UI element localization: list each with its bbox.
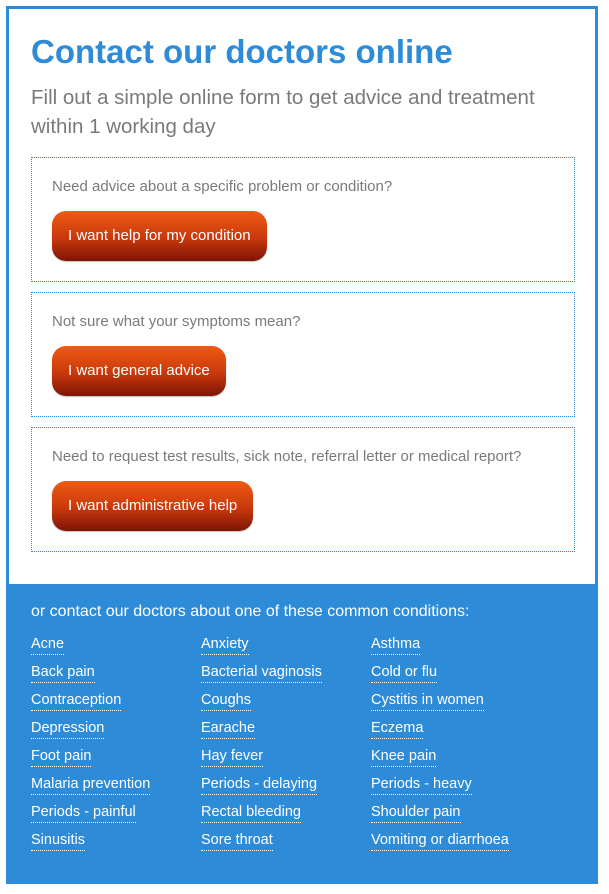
condition-link-earache[interactable]: Earache	[201, 720, 255, 739]
admin-help-button[interactable]: I want administrative help	[52, 481, 253, 531]
condition-link-sore-throat[interactable]: Sore throat	[201, 832, 273, 851]
card-question: Not sure what your symptoms mean?	[52, 313, 301, 330]
condition-link-cystitis-in-women[interactable]: Cystitis in women	[371, 692, 484, 711]
condition-link-back-pain[interactable]: Back pain	[31, 664, 95, 683]
admin-help-card	[31, 427, 575, 552]
condition-link-hay-fever[interactable]: Hay fever	[201, 748, 263, 767]
condition-help-card	[31, 157, 575, 282]
condition-link-bacterial-vaginosis[interactable]: Bacterial vaginosis	[201, 664, 322, 683]
conditions-link-grid	[31, 636, 551, 860]
card-question: Need to request test results, sick note, referral letter or medical report?	[52, 448, 522, 465]
contact-options-section	[9, 9, 595, 584]
card-question: Need advice about a specific problem or condition?	[52, 178, 393, 195]
common-conditions-section	[9, 584, 595, 881]
condition-link-anxiety[interactable]: Anxiety	[201, 636, 249, 655]
condition-link-contraception[interactable]: Contraception	[31, 692, 121, 711]
general-advice-button[interactable]: I want general advice	[52, 346, 226, 396]
condition-link-cold-or-flu[interactable]: Cold or flu	[371, 664, 437, 683]
condition-link-knee-pain[interactable]: Knee pain	[371, 748, 436, 767]
condition-link-malaria-prevention[interactable]: Malaria prevention	[31, 776, 150, 795]
conditions-heading: or contact our doctors about one of these common conditions:	[31, 603, 470, 620]
page-subtitle: Fill out a simple online form to get advice and treatment within 1 working day	[31, 86, 535, 138]
condition-link-periods-painful[interactable]: Periods - painful	[31, 804, 136, 823]
page-title: Contact our doctors online	[31, 33, 453, 70]
condition-link-asthma[interactable]: Asthma	[371, 636, 420, 655]
condition-link-foot-pain[interactable]: Foot pain	[31, 748, 91, 767]
condition-link-vomiting-or-diarrhoea[interactable]: Vomiting or diarrhoea	[371, 832, 509, 851]
condition-link-acne[interactable]: Acne	[31, 636, 64, 655]
general-advice-card	[31, 292, 575, 417]
condition-link-eczema[interactable]: Eczema	[371, 720, 423, 739]
condition-link-coughs[interactable]: Coughs	[201, 692, 251, 711]
condition-link-depression[interactable]: Depression	[31, 720, 104, 739]
condition-link-periods-heavy[interactable]: Periods - heavy	[371, 776, 472, 795]
condition-help-button[interactable]: I want help for my condition	[52, 211, 267, 261]
condition-link-periods-delaying[interactable]: Periods - delaying	[201, 776, 317, 795]
condition-link-rectal-bleeding[interactable]: Rectal bleeding	[201, 804, 301, 823]
contact-panel	[6, 6, 598, 884]
condition-link-sinusitis[interactable]: Sinusitis	[31, 832, 85, 851]
condition-link-shoulder-pain[interactable]: Shoulder pain	[371, 804, 461, 823]
